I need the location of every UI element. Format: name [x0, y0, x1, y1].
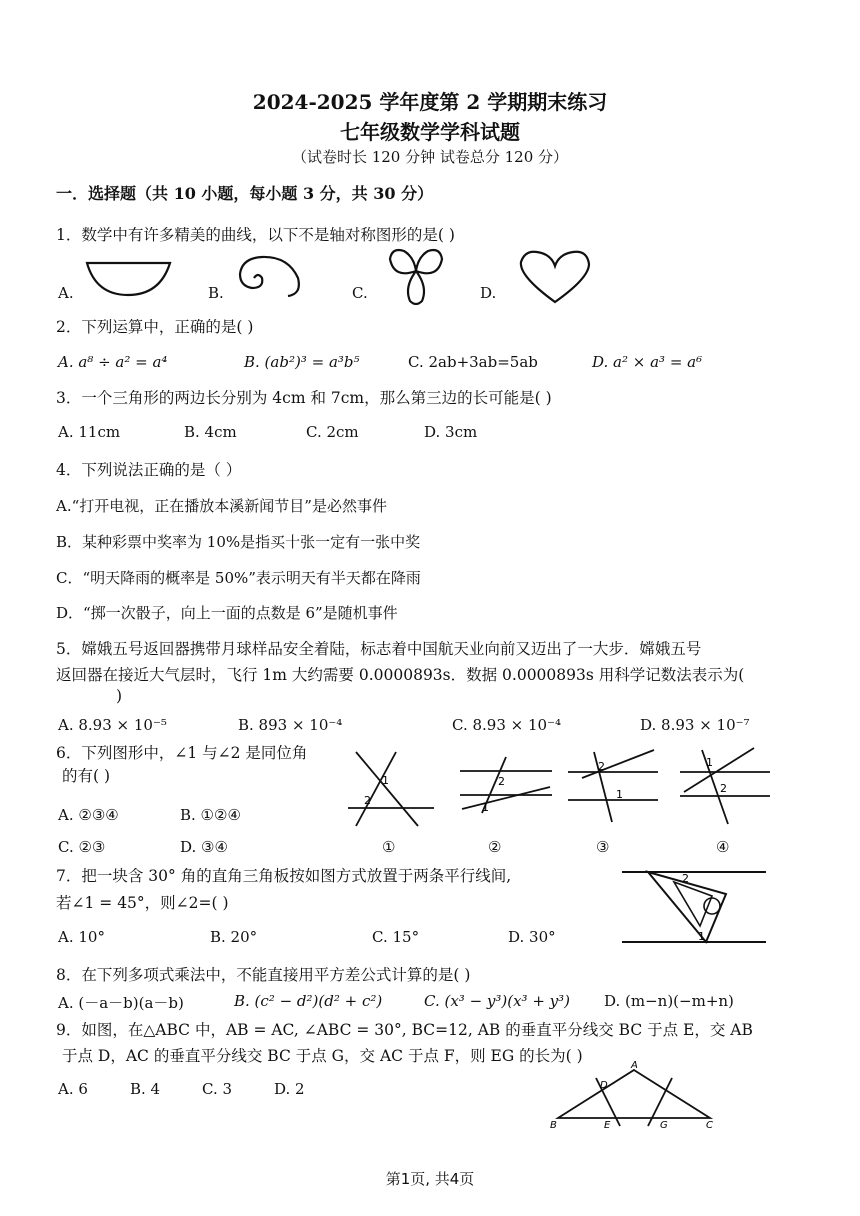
q9-point-d: D: [600, 1080, 608, 1091]
q9-option-b: B. 4: [130, 1080, 161, 1098]
q3-stem: 3．一个三角形的两边长分别为 4cm 和 7cm，那么第三边的长可能是( ): [56, 389, 552, 407]
q3-option-b: B. 4cm: [184, 423, 237, 441]
q7-option-a: A. 10°: [58, 928, 105, 946]
q3-option-a: A. 11cm: [58, 423, 121, 441]
q9-point-c: C: [706, 1120, 713, 1131]
q4-option-d: D．“掷一次骰子，向上一面的点数是 6”是随机事件: [56, 604, 398, 622]
q9-point-g: G: [660, 1120, 668, 1131]
q5-line-3: ): [116, 687, 123, 705]
q1-option-a: A.: [58, 284, 74, 302]
q6-figure-3: [566, 748, 662, 824]
q8-option-d: D. (m−n)(−m+n): [604, 992, 734, 1010]
q6-figure-label-3: ③: [596, 838, 610, 856]
q5-option-d: D. 8.93 × 10⁻⁷: [640, 716, 750, 734]
q4-option-c: C．“明天降雨的概率是 50%”表示明天有半天都在降雨: [56, 569, 421, 587]
q6-figure-label-1: ①: [382, 838, 396, 856]
q2-stem: 2．下列运算中，正确的是( ): [56, 318, 254, 336]
q1-option-c: C.: [352, 284, 368, 302]
q1-spiral-figure: [232, 252, 312, 304]
q7-option-d: D. 30°: [508, 928, 556, 946]
q6-fig3-angle-1: 1: [616, 788, 623, 801]
q4-option-a: A.“打开电视，正在播放本溪新闻节目”是必然事件: [56, 497, 387, 515]
q6-option-d: D. ③④: [180, 838, 228, 856]
q8-option-a: A. (－a－b)(a－b): [58, 994, 184, 1012]
q5-option-a: A. 8.93 × 10⁻⁵: [58, 716, 167, 734]
q9-point-b: B: [550, 1120, 557, 1131]
q9-line-1: 9．如图，在△ABC 中，AB = AC, ∠ABC = 30°, BC=12, AB 的垂直平分线交 BC 于点 E，交 AB: [56, 1021, 753, 1039]
q5-option-c: C. 8.93 × 10⁻⁴: [452, 716, 561, 734]
q5-option-b: B. 893 × 10⁻⁴: [238, 716, 343, 734]
q4-stem: 4．下列说法正确的是（ ）: [56, 461, 242, 479]
q8-option-c: C. (x³ − y³)(x³ + y³): [424, 992, 571, 1010]
q9-point-a: A: [631, 1060, 638, 1071]
q6-line-1: 6．下列图形中，∠1 与∠2 是同位角: [56, 744, 308, 762]
q7-option-b: B. 20°: [210, 928, 258, 946]
q6-fig2-angle-1: 1: [482, 801, 489, 814]
q6-option-a: A. ②③④: [58, 806, 119, 824]
q7-line-1: 7．把一块含 30° 角的直角三角板按如图方式放置于两条平行线间,: [56, 867, 512, 885]
section-heading: 一．选择题（共 10 小题，每小题 3 分，共 30 分）: [56, 184, 434, 203]
q5-line-2: 返回器在接近大气层时，飞行 1m 大约需要 0.0000893s．数据 0.0000893s 用科学记数法表示为(: [56, 666, 745, 684]
q1-option-d: D.: [480, 284, 497, 302]
q6-fig4-angle-1: 1: [706, 756, 713, 769]
q6-figure-1: [340, 748, 436, 828]
q6-option-b: B. ①②④: [180, 806, 241, 824]
q7-line-2: 若∠1 = 45°，则∠2=( ): [56, 894, 229, 912]
q2-option-a: A. a⁸ ÷ a² = a⁴: [58, 353, 168, 371]
page-footer: 第1页, 共4页: [385, 1170, 475, 1188]
q6-fig4-angle-2: 2: [720, 782, 727, 795]
q9-line-2: 于点 D，AC 的垂直平分线交 BC 于点 G，交 AC 于点 F，则 EG 的长为( ): [62, 1047, 583, 1065]
q6-fig1-angle-1: 1: [382, 774, 389, 787]
exam-subtitle: 七年级数学学科试题: [340, 120, 520, 144]
q5-line-1: 5．嫦娥五号返回器携带月球样品安全着陆，标志着中国航天业向前又迈出了一大步．嫦娥五号: [56, 640, 702, 658]
q3-option-d: D. 3cm: [424, 423, 478, 441]
q1-heart-figure: [515, 248, 595, 306]
exam-title: 2024-2025 学年度第 2 学期期末练习: [252, 90, 608, 114]
q1-stem: 1．数学中有许多精美的曲线，以下不是轴对称图形的是( ): [56, 226, 455, 244]
q2-option-c: C. 2ab+3ab=5ab: [408, 353, 538, 371]
q6-option-c: C. ②③: [58, 838, 106, 856]
q6-line-2: 的有( ): [62, 767, 111, 785]
q6-fig3-angle-2: 2: [598, 760, 605, 773]
q8-stem: 8．在下列多项式乘法中，不能直接用平方差公式计算的是( ): [56, 966, 471, 984]
exam-note: （试卷时长 120 分钟 试卷总分 120 分）: [291, 148, 569, 166]
q7-triangle-figure: [620, 866, 770, 948]
q9-option-c: C. 3: [202, 1080, 233, 1098]
q7-angle-1: 1: [698, 930, 705, 943]
q6-figure-4: [678, 744, 778, 828]
q9-point-e: E: [604, 1120, 611, 1131]
q7-angle-2: 2: [682, 872, 689, 885]
q8-option-b: B. (c² − d²)(d² + c²): [234, 992, 383, 1010]
q4-option-b: B．某种彩票中奖率为 10%是指买十张一定有一张中奖: [56, 533, 421, 551]
q2-option-b: B. (ab²)³ = a³b⁵: [244, 353, 360, 371]
q7-option-c: C. 15°: [372, 928, 420, 946]
q1-option-b: B.: [208, 284, 224, 302]
q1-trefoil-figure: [386, 245, 446, 307]
q3-option-c: C. 2cm: [306, 423, 359, 441]
q6-fig1-angle-2: 2: [364, 794, 371, 807]
q6-figure-2: [456, 755, 554, 817]
q9-option-d: D. 2: [274, 1080, 305, 1098]
q2-option-d: D. a² × a³ = a⁶: [592, 353, 703, 371]
q6-figure-label-2: ②: [488, 838, 502, 856]
q6-figure-label-4: ④: [716, 838, 730, 856]
q9-triangle-figure: [548, 1060, 724, 1132]
q9-option-a: A. 6: [58, 1080, 88, 1098]
q6-fig2-angle-2: 2: [498, 775, 505, 788]
q1-semicircle-figure: [84, 255, 174, 300]
